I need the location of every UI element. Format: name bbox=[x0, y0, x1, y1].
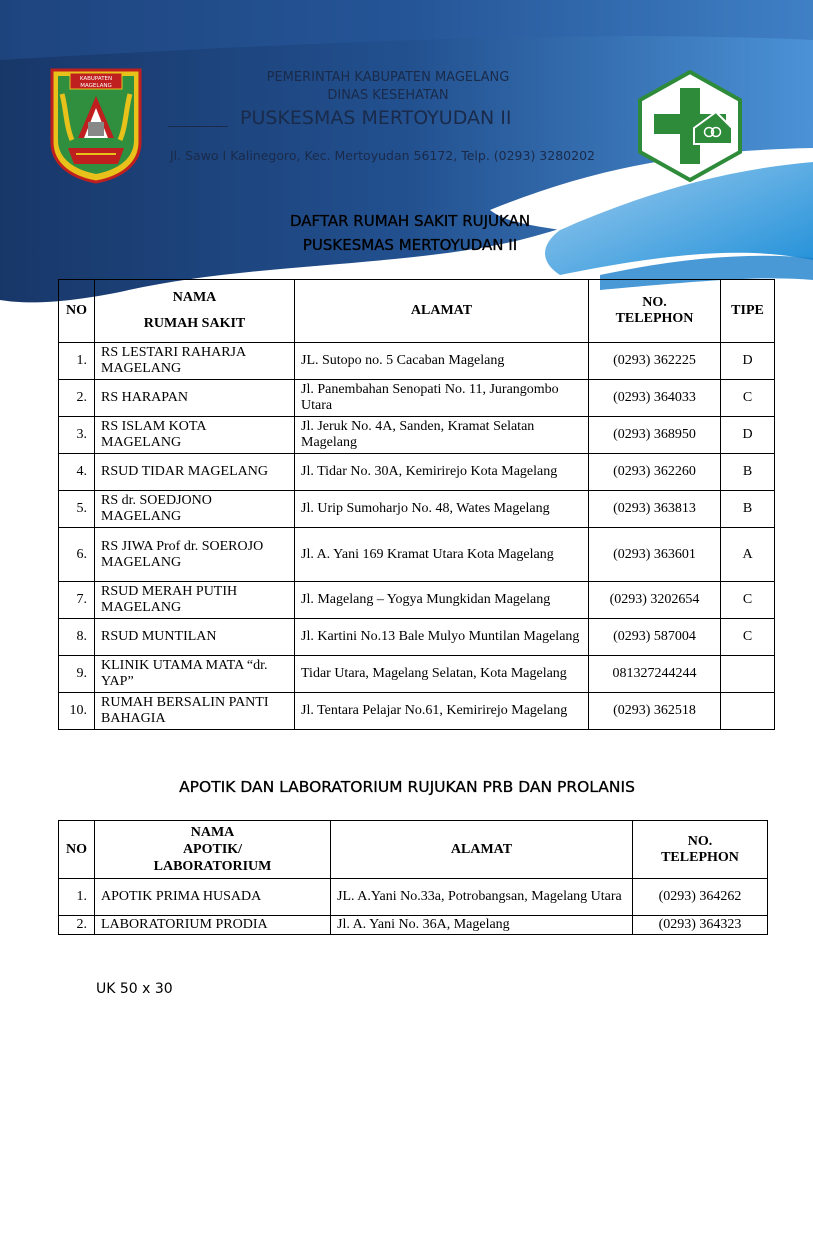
hospital-phone: 081327244244 bbox=[589, 656, 721, 693]
kabupaten-magelang-emblem bbox=[48, 68, 144, 184]
hospital-address: Jl. Jeruk No. 4A, Sanden, Kramat Selatan Magelang bbox=[295, 417, 589, 454]
hospital-address: Tidar Utara, Magelang Selatan, Kota Magelang bbox=[295, 656, 589, 693]
document-title: DAFTAR RUMAH SAKIT RUJUKAN bbox=[289, 212, 531, 230]
header-nama-line1: NAMA bbox=[172, 290, 217, 305]
section-2-title: APOTIK DAN LABORATORIUM RUJUKAN PRB DAN PROLANIS bbox=[179, 778, 635, 796]
pharmacy-table-body bbox=[59, 879, 768, 935]
hospital-name: KLINIK UTAMA MATA “dr. YAP” bbox=[95, 656, 295, 693]
header-tipe: TIPE bbox=[721, 280, 775, 343]
table-row bbox=[59, 528, 775, 582]
decorative-dash bbox=[645, 262, 653, 263]
header-nama-line1: NAMA bbox=[190, 825, 235, 840]
hospital-type: B bbox=[721, 454, 775, 491]
hospital-name: RUMAH BERSALIN PANTI BAHAGIA bbox=[95, 693, 295, 730]
header-telephon-line1: NO. bbox=[642, 295, 667, 310]
facility-name: APOTIK PRIMA HUSADA bbox=[95, 879, 331, 916]
hospital-referral-table bbox=[58, 279, 775, 730]
table-row bbox=[59, 879, 768, 916]
pharmacy-lab-table bbox=[58, 820, 768, 935]
hospital-address: Jl. Kartini No.13 Bale Mulyo Muntilan Magelang bbox=[295, 619, 589, 656]
hospital-phone: (0293) 363813 bbox=[589, 491, 721, 528]
hospital-type: C bbox=[721, 582, 775, 619]
header-no: NO bbox=[59, 280, 95, 343]
facility-phone: (0293) 364323 bbox=[633, 916, 768, 935]
table-row bbox=[59, 916, 768, 935]
table-row bbox=[59, 582, 775, 619]
hospital-name: RS dr. SOEDJONO MAGELANG bbox=[95, 491, 295, 528]
header-nama bbox=[95, 280, 295, 343]
hospital-type: D bbox=[721, 417, 775, 454]
row-number: 2. bbox=[59, 380, 95, 417]
table-row bbox=[59, 619, 775, 656]
hospital-name: RS ISLAM KOTA MAGELANG bbox=[95, 417, 295, 454]
hospital-phone: (0293) 363601 bbox=[589, 528, 721, 582]
logo-text-bottom: MAGELANG bbox=[80, 83, 112, 89]
hospital-phone: (0293) 362225 bbox=[589, 343, 721, 380]
document-subtitle: PUSKESMAS MERTOYUDAN II bbox=[302, 236, 518, 254]
hospital-address: Jl. Panembahan Senopati No. 11, Jurangombo Utara bbox=[295, 380, 589, 417]
hospital-phone: (0293) 368950 bbox=[589, 417, 721, 454]
hospital-name: RS JIWA Prof dr. SOEROJO MAGELANG bbox=[95, 528, 295, 582]
hospital-address: Jl. A. Yani 169 Kramat Utara Kota Magelang bbox=[295, 528, 589, 582]
hospital-address: Jl. Magelang – Yogya Mungkidan Magelang bbox=[295, 582, 589, 619]
row-number: 2. bbox=[59, 916, 95, 935]
puskesmas-name: PUSKESMAS MERTOYUDAN II bbox=[240, 107, 512, 129]
title-underline bbox=[168, 126, 228, 127]
logo-text-top: KABUPATEN bbox=[79, 76, 113, 82]
header-nama bbox=[95, 821, 331, 879]
table-row bbox=[59, 454, 775, 491]
header-telephon-line1: NO. bbox=[687, 833, 713, 849]
hospital-name: RSUD MERAH PUTIH MAGELANG bbox=[95, 582, 295, 619]
department-name: DINAS KESEHATAN bbox=[327, 88, 449, 103]
table-row bbox=[59, 656, 775, 693]
government-name: PEMERINTAH KABUPATEN MAGELANG bbox=[266, 70, 510, 85]
hospital-phone: (0293) 362260 bbox=[589, 454, 721, 491]
hospital-type: C bbox=[721, 619, 775, 656]
hospital-address: Jl. Tidar No. 30A, Kemirirejo Kota Magelang bbox=[295, 454, 589, 491]
hospital-name: RSUD MUNTILAN bbox=[95, 619, 295, 656]
hospital-phone: (0293) 587004 bbox=[589, 619, 721, 656]
facility-address: JL. A.Yani No.33a, Potrobangsan, Magelang Utara bbox=[331, 879, 633, 916]
hospital-type: D bbox=[721, 343, 775, 380]
table-row bbox=[59, 693, 775, 730]
hospital-phone: (0293) 3202654 bbox=[589, 582, 721, 619]
row-number: 1. bbox=[59, 879, 95, 916]
table-header-row bbox=[59, 280, 775, 343]
row-number: 5. bbox=[59, 491, 95, 528]
facility-phone: (0293) 364262 bbox=[633, 879, 768, 916]
hospital-name: RSUD TIDAR MAGELANG bbox=[95, 454, 295, 491]
header-no: NO bbox=[59, 821, 95, 879]
hospital-address: Jl. Tentara Pelajar No.61, Kemirirejo Magelang bbox=[295, 693, 589, 730]
hospital-name: RS HARAPAN bbox=[95, 380, 295, 417]
table-row bbox=[59, 343, 775, 380]
row-number: 10. bbox=[59, 693, 95, 730]
hospital-phone: (0293) 364033 bbox=[589, 380, 721, 417]
table-header-row bbox=[59, 821, 768, 879]
hospital-type: C bbox=[721, 380, 775, 417]
header-nama-line2: APOTIK/ bbox=[182, 842, 243, 857]
row-number: 9. bbox=[59, 656, 95, 693]
puskesmas-address: Jl. Sawo I Kalinegoro, Kec. Mertoyudan 56172, Telp. (0293) 3280202 bbox=[170, 148, 595, 163]
header-nama-line3: LABORATORIUM bbox=[153, 859, 272, 874]
hospital-address: Jl. Urip Sumoharjo No. 48, Wates Magelang bbox=[295, 491, 589, 528]
row-number: 1. bbox=[59, 343, 95, 380]
table-row bbox=[59, 491, 775, 528]
hospital-type bbox=[721, 656, 775, 693]
facility-name: LABORATORIUM PRODIA bbox=[95, 916, 331, 935]
row-number: 6. bbox=[59, 528, 95, 582]
hospital-type bbox=[721, 693, 775, 730]
row-number: 3. bbox=[59, 417, 95, 454]
hospital-type: A bbox=[721, 528, 775, 582]
table-row bbox=[59, 417, 775, 454]
puskesmas-logo bbox=[636, 70, 744, 182]
hospital-type: B bbox=[721, 491, 775, 528]
header-nama-line2: RUMAH SAKIT bbox=[143, 316, 246, 331]
row-number: 4. bbox=[59, 454, 95, 491]
hospital-phone: (0293) 362518 bbox=[589, 693, 721, 730]
hospital-table-body bbox=[59, 343, 775, 730]
header-telephon bbox=[589, 280, 721, 343]
size-footnote: UK 50 x 30 bbox=[96, 981, 173, 997]
row-number: 8. bbox=[59, 619, 95, 656]
header-alamat: ALAMAT bbox=[295, 280, 589, 343]
header-telephon-line2: TELEPHON bbox=[661, 849, 739, 865]
header-telephon bbox=[633, 821, 768, 879]
hospital-address: JL. Sutopo no. 5 Cacaban Magelang bbox=[295, 343, 589, 380]
header-alamat: ALAMAT bbox=[331, 821, 633, 879]
facility-address: Jl. A. Yani No. 36A, Magelang bbox=[331, 916, 633, 935]
table-row bbox=[59, 380, 775, 417]
hospital-name: RS LESTARI RAHARJA MAGELANG bbox=[95, 343, 295, 380]
header-telephon-line2: TELEPHON bbox=[615, 311, 694, 326]
row-number: 7. bbox=[59, 582, 95, 619]
